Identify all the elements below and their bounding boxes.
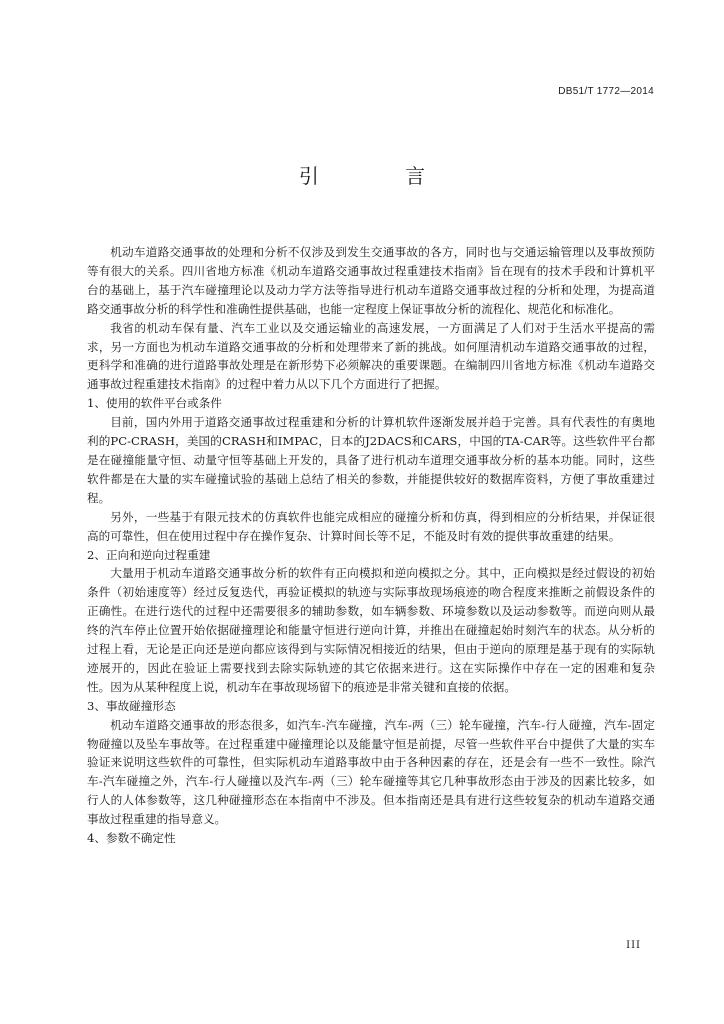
paragraph: 机动车道路交通事故的处理和分析不仅涉及到发生交通事故的各方，同时也与交通运输管理以及事故预防等有很大的关系。四川省地方标准《机动车道路交通事故过程重建技术指南》旨在现有的技术手段和计算机平台的基础上，基于汽车碰撞理论以及动力学方法等指导进行机动车道路交通事故过程的分析和处理，为提高道路交通事故分析的科学性和准确性提供基础，也能一定程度上保证事故分析的流程化、规范化和标准化。 (87, 245, 655, 316)
paragraph: 另外，一些基于有限元技术的仿真软件也能完成相应的碰撞分析和仿真，得到相应的分析结果，并保证很高的可靠性，但在使用过程中存在操作复杂、计算时间长等不足，不能及时有效的提供事故重建的结果。 (87, 509, 655, 543)
paragraph: 目前，国内外用于道路交通事故过程重建和分析的计算机软件逐渐发展并趋于完善。具有代表性的有奥地利的PC-CRASH，美国的CRASH和IMPAC，日本的J2DACS和CARS，中国的TA-CAR等。这些软件平台都是在碰撞能量守恒、动量守恒等基础上开发的，具备了进行机动车道理交通事故分析的基本功能。同时，这些软件都是在大量的实车碰撞试验的基础上总结了相关的参数，并能提供较好的数据库资料，方便了事故重建过程。 (87, 415, 655, 505)
document-body (87, 243, 655, 848)
page-title: 引 言 (298, 164, 466, 188)
section-heading: 1、使用的软件平台或条件 (87, 396, 222, 411)
standard-code: DB51/T 1772—2014 (558, 86, 654, 97)
section-heading: 2、正向和逆向过程重建 (87, 547, 211, 562)
section-heading: 4、参数不确定性 (87, 831, 176, 846)
page-number: III (626, 940, 641, 951)
paragraph: 大量用于机动车道路交通事故分析的软件有正向模拟和逆向模拟之分。其中，正向模拟是经过假设的初始条件（初始速度等）经过反复迭代，再验证模拟的轨迹与实际事故现场痕迹的吻合程度来推断之前假设条件的正确性。在进行迭代的过程中还需要很多的辅助参数，如车辆参数、环境参数以及运动参数等。而逆向则从最终的汽车停止位置开始依据碰撞理论和能量守恒进行逆向计算，并推出在碰撞起始时刻汽车的状态。从分析的过程上看，无论是正向还是逆向都应该得到与实际情况相接近的结果，但由于逆向的原理是基于现有的实际轨迹展开的，因此在验证上需要找到去除实际轨迹的其它依据来进行。这在实际操作中存在一定的困难和复杂性。因为从某种程度上说，机动车在事故现场留下的痕迹是非常关键和直接的依据。 (87, 566, 655, 694)
paragraph: 机动车道路交通事故的形态很多，如汽车-汽车碰撞，汽车-两（三）轮车碰撞，汽车-行人碰撞，汽车-固定物碰撞以及坠车事故等。在过程重建中碰撞理论以及能量守恒是前提，尽管一些软件平台中提供了大量的实车验证来说明这些软件的可靠性，但实际机动车道路事故中由于各种因素的存在，还是会有一些不一致性。除汽车-汽车碰撞之外，汽车-行人碰撞以及汽车-两（三）轮车碰撞等其它几种事故形态由于涉及的因素比较多，如行人的人体参数等，这几种碰撞形态在本指南中不涉及。但本指南还是具有进行这些较复杂的机动车道路交通事故过程重建的指导意义。 (87, 717, 655, 827)
paragraph: 我省的机动车保有量、汽车工业以及交通运输业的高速发展，一方面满足了人们对于生活水平提高的需求，另一方面也为机动车道路交通事故的分析和处理带来了新的挑战。如何厘清机动车道路交通事故的过程，更科学和准确的进行道路事故处理是在新形势下必须解决的重要课题。在编制四川省地方标准《机动车道路交通事故过程重建技术指南》的过程中着力从以下几个方面进行了把握。 (87, 320, 655, 392)
section-heading: 3、事故碰撞形态 (87, 698, 176, 713)
